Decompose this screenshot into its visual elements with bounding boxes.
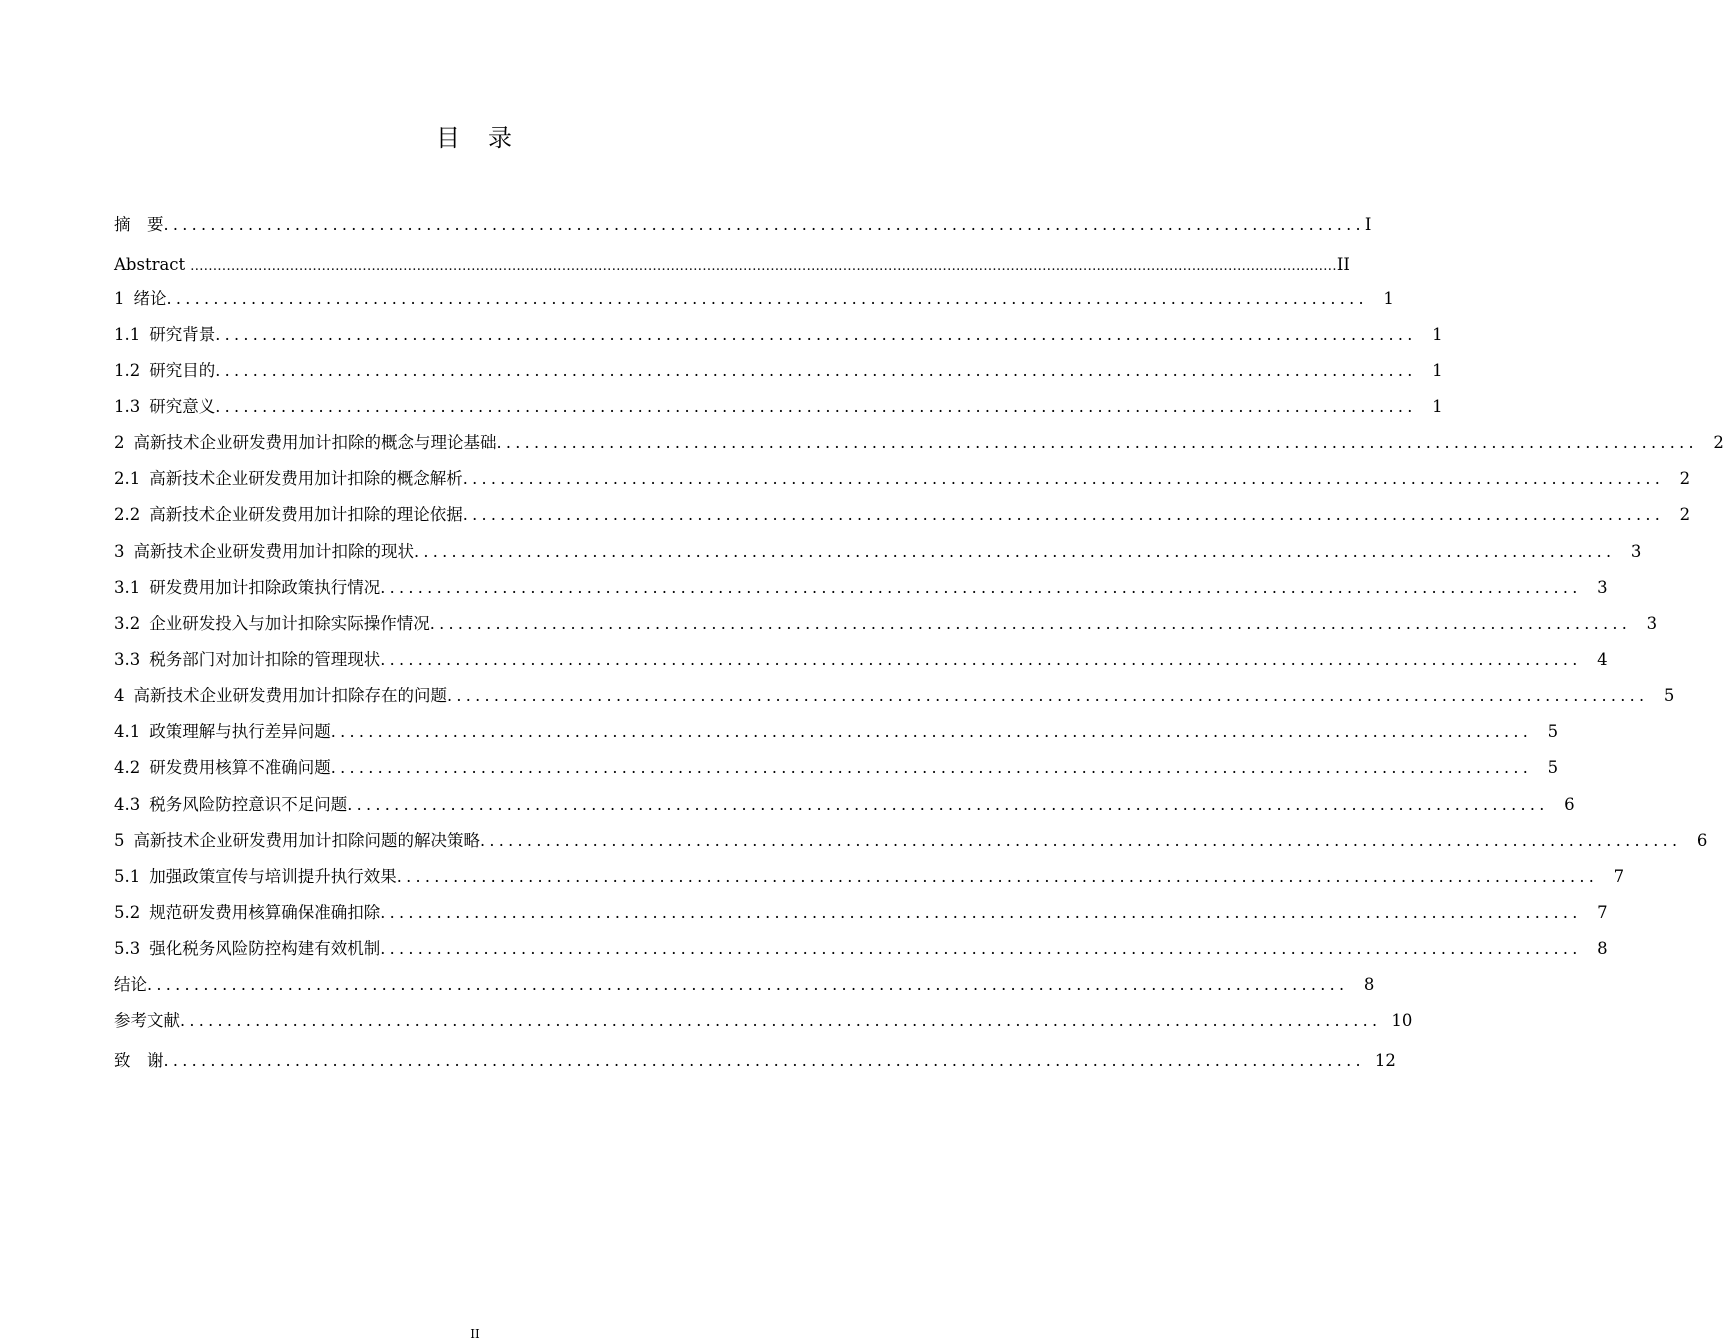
toc-entry-label: 3.3 税务部门对加计扣除的管理现状 bbox=[114, 650, 381, 669]
toc-entry-label: 2 高新技术企业研发费用加计扣除的概念与理论基础 bbox=[114, 433, 497, 452]
toc-entry-4-1[interactable] bbox=[114, 717, 1559, 747]
toc-entry-page: 3 bbox=[1646, 614, 1658, 633]
toc-entry-1[interactable] bbox=[114, 284, 1394, 314]
toc-entry-label: 3.1 研发费用加计扣除政策执行情况 bbox=[114, 578, 381, 597]
toc-entry-2-2[interactable] bbox=[114, 500, 1691, 530]
toc-entry-page: 5 bbox=[1663, 686, 1675, 705]
toc-entry-3[interactable] bbox=[114, 537, 1642, 567]
toc-entry-3-3[interactable] bbox=[114, 645, 1608, 675]
toc-entry-references[interactable] bbox=[114, 1006, 1413, 1036]
toc-entry-page: II bbox=[1336, 255, 1350, 274]
toc-entry-label: 3.2 企业研发投入与加计扣除实际操作情况 bbox=[114, 614, 430, 633]
toc-entry-page: 1 bbox=[1383, 289, 1394, 308]
toc-entry-page: 8 bbox=[1363, 975, 1375, 994]
toc-entry-page: 6 bbox=[1564, 795, 1575, 814]
toc-entry-acknowledgements[interactable] bbox=[114, 1046, 1396, 1076]
toc-entry-page: 6 bbox=[1696, 831, 1708, 850]
toc-leader-dots: ................................................................................................................................ bbox=[347, 795, 1549, 814]
toc-entry-label: 5.2 规范研发费用核算确保准确扣除 bbox=[114, 903, 381, 922]
toc-entry-abstract-en[interactable] bbox=[114, 250, 1350, 280]
toc-leader-dots: ................................................................................................................................ bbox=[380, 650, 1582, 669]
toc-leader-dots: ................................................................................................................................ bbox=[215, 325, 1417, 344]
toc-leader-dots: ................................................................................................................................ bbox=[414, 542, 1616, 561]
toc-leader-dots: ................................................................................................................................ bbox=[330, 758, 1533, 777]
toc-entry-abstract-cn[interactable] bbox=[114, 210, 1372, 240]
toc-entry-4-2[interactable] bbox=[114, 753, 1559, 783]
toc-entry-5-2[interactable] bbox=[114, 898, 1608, 928]
toc-leader-dots: ................................................................................................................................ bbox=[215, 397, 1417, 416]
toc-entry-label: 2.1 高新技术企业研发费用加计扣除的概念解析 bbox=[114, 469, 463, 488]
toc-entry-page: 12 bbox=[1374, 1051, 1396, 1070]
toc-entry-2[interactable] bbox=[114, 428, 1724, 458]
footer-page-number: II bbox=[470, 1327, 480, 1341]
toc-leader-dots: ................................................................................................................................ bbox=[380, 939, 1582, 958]
toc-entry-page: 2 bbox=[1679, 505, 1691, 524]
toc-entry-5[interactable] bbox=[114, 826, 1708, 856]
toc-entry-label: 4.2 研发费用核算不准确问题 bbox=[114, 758, 331, 777]
toc-leader-dots: ................................................................................................................................ bbox=[429, 614, 1632, 633]
toc-entry-label: 摘 要 bbox=[114, 215, 164, 234]
toc-entry-3-2[interactable] bbox=[114, 609, 1658, 639]
toc-entry-page: 7 bbox=[1597, 903, 1608, 922]
toc-entry-label: 1.2 研究目的 bbox=[114, 361, 216, 380]
toc-leader-dots: ................................................................................................................................ bbox=[496, 433, 1698, 452]
toc-entry-page: 8 bbox=[1597, 939, 1608, 958]
toc-entry-5-1[interactable] bbox=[114, 862, 1625, 892]
toc-entry-page: 4 bbox=[1597, 650, 1608, 669]
toc-leader-dots: ................................................................................................................................ bbox=[462, 505, 1665, 524]
toc-entry-label: 1.1 研究背景 bbox=[114, 325, 216, 344]
toc-entry-label: 结论 bbox=[114, 975, 147, 994]
toc-entry-label: 4.1 政策理解与执行差异问题 bbox=[114, 722, 331, 741]
toc-entry-label: 3 高新技术企业研发费用加计扣除的现状 bbox=[114, 542, 414, 561]
toc-leader-dots: ................................................................................................................................ bbox=[447, 686, 1649, 705]
toc-leader-dots: ................................................................................................................................ bbox=[166, 289, 1368, 308]
toc-leader-dots: ............................................................................................................................................................................................................................................................. bbox=[190, 259, 1337, 274]
toc-leader-dots: ................................................................................................................................ bbox=[480, 831, 1682, 850]
toc-entry-4[interactable] bbox=[114, 681, 1675, 711]
toc-entry-label: 1.3 研究意义 bbox=[114, 397, 216, 416]
toc-entry-4-3[interactable] bbox=[114, 790, 1575, 820]
toc-entry-label: 5 高新技术企业研发费用加计扣除问题的解决策略 bbox=[114, 831, 480, 850]
toc-entry-label: 致 谢 bbox=[114, 1051, 164, 1070]
toc-leader-dots: ................................................................................................................................ bbox=[215, 361, 1417, 380]
toc-entry-label: Abstract bbox=[114, 255, 186, 274]
toc-entry-page: 7 bbox=[1613, 867, 1625, 886]
toc-entry-page: 2 bbox=[1713, 433, 1724, 452]
toc-entry-5-3[interactable] bbox=[114, 934, 1608, 964]
toc-leader-dots: ................................................................................................................................ bbox=[163, 215, 1365, 234]
toc-entry-label: 4.3 税务风险防控意识不足问题 bbox=[114, 795, 348, 814]
toc-entry-label: 5.1 加强政策宣传与培训提升执行效果 bbox=[114, 867, 397, 886]
toc-leader-dots: ................................................................................................................................ bbox=[396, 867, 1599, 886]
toc-entry-page: 2 bbox=[1679, 469, 1691, 488]
toc-entry-3-1[interactable] bbox=[114, 573, 1608, 603]
toc-entry-page: 10 bbox=[1391, 1011, 1413, 1030]
toc-entry-page: 5 bbox=[1547, 758, 1559, 777]
toc-leader-dots: ................................................................................................................................ bbox=[380, 903, 1582, 922]
toc-entry-1-2[interactable] bbox=[114, 356, 1443, 386]
toc-entry-conclusion[interactable] bbox=[114, 970, 1375, 1000]
toc-entry-1-1[interactable] bbox=[114, 320, 1443, 350]
toc-leader-dots: ................................................................................................................................ bbox=[147, 975, 1349, 994]
toc-entry-page: 3 bbox=[1630, 542, 1642, 561]
toc-entry-page: 3 bbox=[1597, 578, 1608, 597]
page-title: 目 录 bbox=[436, 124, 514, 152]
toc-entry-label: 4 高新技术企业研发费用加计扣除存在的问题 bbox=[114, 686, 447, 705]
toc-entry-page: 1 bbox=[1432, 361, 1443, 380]
toc-entry-2-1[interactable] bbox=[114, 464, 1691, 494]
toc-entry-page: 5 bbox=[1547, 722, 1559, 741]
toc-leader-dots: ................................................................................................................................ bbox=[462, 469, 1665, 488]
toc-leader-dots: ................................................................................................................................ bbox=[380, 578, 1582, 597]
toc-entry-page: 1 bbox=[1432, 325, 1443, 344]
toc-entry-label: 1 绪论 bbox=[114, 289, 167, 308]
toc-leader-dots: ................................................................................................................................ bbox=[330, 722, 1533, 741]
toc-entry-label: 2.2 高新技术企业研发费用加计扣除的理论依据 bbox=[114, 505, 463, 524]
toc-entry-page: 1 bbox=[1432, 397, 1443, 416]
toc-entry-label: 参考文献 bbox=[114, 1011, 180, 1030]
toc-leader-dots: ................................................................................................................................ bbox=[180, 1011, 1382, 1030]
toc-entry-label: 5.3 强化税务风险防控构建有效机制 bbox=[114, 939, 381, 958]
toc-leader-dots: ................................................................................................................................ bbox=[163, 1051, 1365, 1070]
toc-entry-page: I bbox=[1364, 215, 1372, 234]
toc-entry-1-3[interactable] bbox=[114, 392, 1443, 422]
